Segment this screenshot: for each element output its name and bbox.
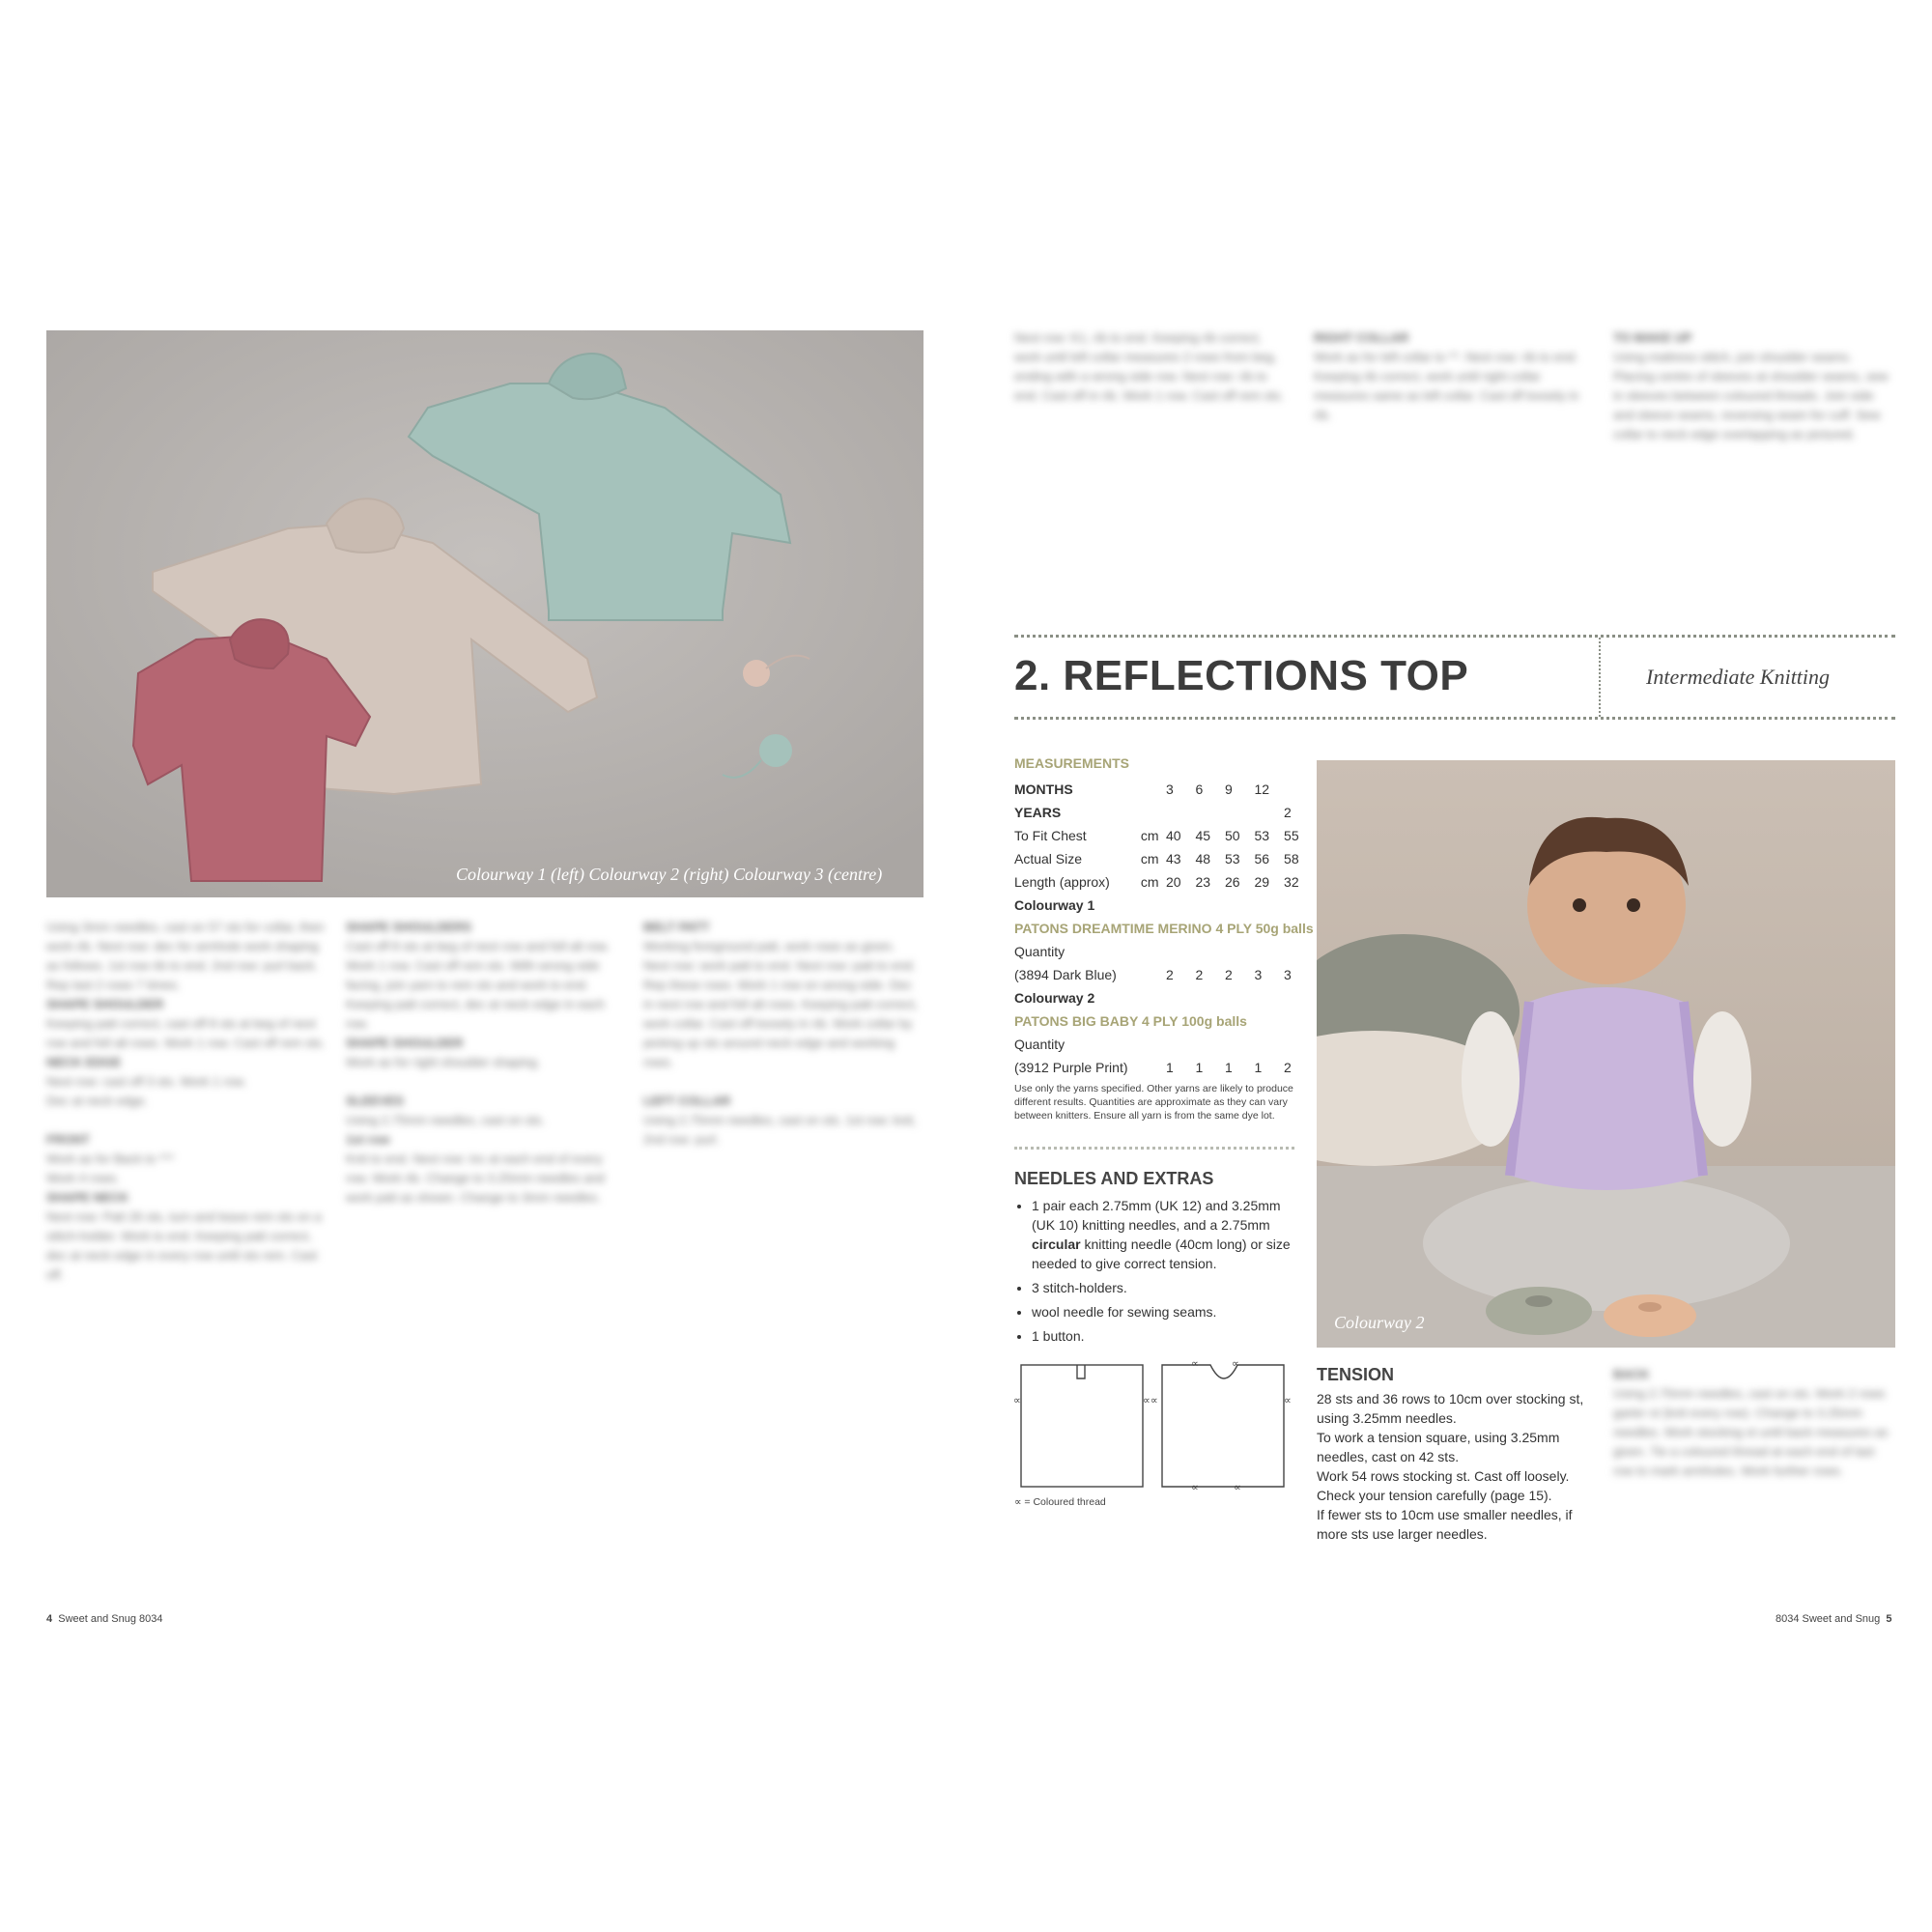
svg-text:∝: ∝ <box>1232 1357 1239 1370</box>
measure-unit: cm <box>1140 851 1159 867</box>
needles-item: • 1 pair each 2.75mm (UK 12) and 3.25mm (UK 10) knitting needles, and a 2.75mm circular knitting needle (40cm long) or size needed to give correct tension. <box>1032 1196 1294 1273</box>
month-value: 3 <box>1165 781 1174 797</box>
needles-list <box>1014 1196 1294 1350</box>
back-panel <box>1021 1365 1143 1487</box>
svg-text:∝: ∝ <box>1191 1357 1199 1370</box>
tension-line: Check your tension carefully (page 15). <box>1317 1488 1552 1503</box>
left-page-footer <box>46 1613 163 1625</box>
sweaters-illustration <box>46 330 923 897</box>
colourway1-label: Colourway 1 <box>1014 897 1095 913</box>
quantity-label: Quantity <box>1014 1037 1065 1052</box>
yarn-qty: 1 <box>1195 1060 1204 1075</box>
month-value: 6 <box>1195 781 1204 797</box>
tension-text <box>1317 1389 1597 1544</box>
title-separator <box>1599 638 1601 717</box>
measure-value: 43 <box>1165 851 1181 867</box>
title-bottom-border <box>1014 717 1895 720</box>
right-sleeve <box>1693 1011 1751 1147</box>
yarn-qty: 2 <box>1284 1060 1292 1075</box>
measure-label: Length (approx) <box>1014 874 1110 890</box>
instructions-top-column-3: TO MAKE UP Using mattress stitch, join shoulder seams. Placing centre of sleeves at shoulder seams, sew in sleeves between coloured threads. Join side and sleeve seams, reversing seam for cuff. Sew collar to neck edge overlapping as pictured. <box>1613 330 1889 441</box>
tension-line: Work 54 rows stocking st. Cast off loosely. <box>1317 1468 1570 1484</box>
right-page-number: 5 <box>1886 1613 1892 1625</box>
measure-value: 48 <box>1195 851 1211 867</box>
baby-photo <box>1317 760 1895 1348</box>
yarn-qty: 2 <box>1195 967 1204 982</box>
instructions-column-2: SHAPE SHOULDERS Cast off 8 sts at beg of next row and foll alt row. Work 1 row. Cast off rem sts. With wrong side facing, join yarn to rem sts and work to end. Keeping patt correct, dec at neck edge in each row. SHAPE SHOULDER Work as for right shoulder shaping. SLEEVES Using 2.75mm needles, cast on sts. 1st row Knit to end. Next row: inc at each end of every row. Work rib. Change to 3.25mm needles and work patt as shown. Change to 3mm needles. <box>346 920 610 1205</box>
instructions-column-3: BELT PATT Working foreground patt, work rows as given. Next row: work patt to end. Next row: patt to end. Rep these rows. Work 1 row on wrong side. Dec in next row and foll alt rows. Keeping patt correct, work collar. Cast off loosely in rib. Work collar by picking up sts around neck edge and working rows. LEFT COLLAR Using 2.75mm needles, cast on sts. 1st row: knit, 2nd row: purl. <box>643 920 918 1147</box>
skill-level: Intermediate Knitting <box>1646 665 1831 689</box>
yarn1-colour: (3894 Dark Blue) <box>1014 967 1117 982</box>
measure-value: 23 <box>1195 874 1211 890</box>
needles-item: • 1 button. <box>1032 1326 1294 1346</box>
measurements-heading: MEASUREMENTS <box>1014 755 1130 771</box>
months-label: MONTHS <box>1014 781 1073 797</box>
yarn-qty: 2 <box>1165 967 1174 982</box>
measurements-table <box>1014 778 1314 1079</box>
yarn2-colour: (3912 Purple Print) <box>1014 1060 1128 1075</box>
baby-legs <box>1423 1176 1790 1311</box>
pattern-title: 2. REFLECTIONS TOP <box>1014 652 1469 699</box>
measure-value: 45 <box>1195 828 1211 843</box>
measure-value: 53 <box>1254 828 1270 843</box>
sweaters-photo <box>46 330 923 897</box>
needles-divider <box>1014 1147 1294 1150</box>
needles-item: • wool needle for sewing seams. <box>1032 1302 1294 1321</box>
measure-unit: cm <box>1140 828 1159 843</box>
yarn-qty: 1 <box>1254 1060 1263 1075</box>
colourway2-label: Colourway 2 <box>1014 990 1095 1006</box>
tension-line: If fewer sts to 10cm use smaller needles, if more sts use larger needles. <box>1317 1507 1573 1542</box>
purple-top <box>1510 987 1703 1190</box>
toy-ring-grey <box>1486 1287 1592 1335</box>
left-sleeve <box>1462 1011 1520 1147</box>
svg-text:∝: ∝ <box>1013 1394 1021 1406</box>
needles-item: • 3 stitch-holders. <box>1032 1278 1294 1297</box>
yarn-ball-mint <box>759 734 792 767</box>
month-value: 12 <box>1254 781 1270 797</box>
front-panel <box>1162 1365 1284 1487</box>
yarn-ball-pink <box>743 660 770 687</box>
measure-label: Actual Size <box>1014 851 1083 867</box>
right-footer-text: 8034 Sweet and Snug <box>1776 1613 1881 1625</box>
tension-line: 28 sts and 36 rows to 10cm over stocking st, using 3.25mm needles. <box>1317 1391 1584 1426</box>
measure-value: 50 <box>1225 828 1240 843</box>
svg-text:∝: ∝ <box>1191 1481 1199 1492</box>
instructions-top-column-2: RIGHT COLLAR Work as for left collar to **. Next row: rib to end. Keeping rib correct, work until right collar measures same as left collar. Cast off loosely in rib. <box>1314 330 1579 422</box>
quantity-label: Quantity <box>1014 944 1065 959</box>
title-top-border <box>1014 635 1895 638</box>
needles-heading: NEEDLES AND EXTRAS <box>1014 1169 1214 1188</box>
years-label: YEARS <box>1014 805 1062 820</box>
diagram-legend: ∝ = Coloured thread <box>1014 1496 1106 1508</box>
instructions-column-1: Using 3mm needles, cast on 57 sts for collar, then work rib. Next row: dec for armhole work shaping as follows. 1st row rib to end. 2nd row: purl back. Rep last 2 rows 7 times. SHAPE SHOULDER Keeping patt correct, cast off 8 sts at beg of next row and foll alt rows. Work 1 row. Cast off rem sts. NECK EDGE Next row: cast off 3 sts. Work 1 row. Dec at neck edge. FRONT Work as for Back to *** Work 4 rows. SHAPE NECK Next row: Patt 26 sts, turn and leave rem sts on a stitch-holder. Work to end. Keeping patt correct, dec at neck edge in every row until sts rem. Cast off. <box>46 920 326 1282</box>
baby-illustration <box>1317 760 1895 1348</box>
month-value: 9 <box>1225 781 1233 797</box>
left-footer-text: Sweet and Snug 8034 <box>58 1613 163 1625</box>
back-neck-slit <box>1077 1365 1085 1378</box>
yarn-note: Use only the yarns specified. Other yarns are likely to produce different results. Quantities are approximate as they can vary between knitters. Ensure all yarn is from the same dye lot. <box>1014 1083 1293 1122</box>
toy-ring-peach <box>1604 1294 1696 1337</box>
yarn1-name: PATONS DREAMTIME MERINO 4 PLY 50g balls <box>1014 921 1314 936</box>
yarn-qty: 1 <box>1225 1060 1233 1075</box>
year-value: 2 <box>1284 805 1292 820</box>
measure-value: 56 <box>1254 851 1270 867</box>
yarn-qty: 3 <box>1284 967 1292 982</box>
back-instructions: BACK Using 2.75mm needles, cast on sts. Work 2 rows garter st (knit every row). Change to 3.25mm needles. Work stocking st until back measures as given. Tie a coloured thread at each end of last row to mark armholes. Work further rows. <box>1613 1367 1889 1478</box>
yarn2-name: PATONS BIG BABY 4 PLY 100g balls <box>1014 1013 1247 1029</box>
measure-value: 53 <box>1225 851 1240 867</box>
svg-text:∝: ∝ <box>1284 1394 1292 1406</box>
measure-value: 40 <box>1165 828 1181 843</box>
yarn-qty: 3 <box>1254 967 1263 982</box>
measure-value: 26 <box>1225 874 1240 890</box>
measure-unit: cm <box>1140 874 1159 890</box>
garment-schematic <box>1009 1357 1299 1492</box>
tension-heading: TENSION <box>1317 1365 1395 1384</box>
tension-line: To work a tension square, using 3.25mm needles, cast on 42 sts. <box>1317 1430 1560 1464</box>
measure-value: 29 <box>1254 874 1270 890</box>
measure-value: 32 <box>1284 874 1299 890</box>
yarn-qty: 1 <box>1165 1060 1174 1075</box>
instructions-top-column-1: Next row: K1, rib to end. Keeping rib correct, work until left collar measures 2 rows from beg, ending with a wrong side row. Next row: rib to end. Cast off in rib. Work 1 row. Cast off rem sts. <box>1014 330 1284 403</box>
measure-label: To Fit Chest <box>1014 828 1087 843</box>
measure-value: 55 <box>1284 828 1299 843</box>
svg-text:∝: ∝ <box>1234 1481 1241 1492</box>
right-page-footer <box>1776 1613 1892 1625</box>
left-page-number: 4 <box>46 1613 53 1625</box>
svg-text:∝∝: ∝∝ <box>1143 1394 1158 1406</box>
left-photo-caption: Colourway 1 (left) Colourway 2 (right) Colourway 3 (centre) <box>456 865 883 884</box>
yarn-qty: 2 <box>1225 967 1233 982</box>
measure-value: 20 <box>1165 874 1181 890</box>
measure-value: 58 <box>1284 851 1299 867</box>
right-photo-caption: Colourway 2 <box>1334 1313 1425 1332</box>
